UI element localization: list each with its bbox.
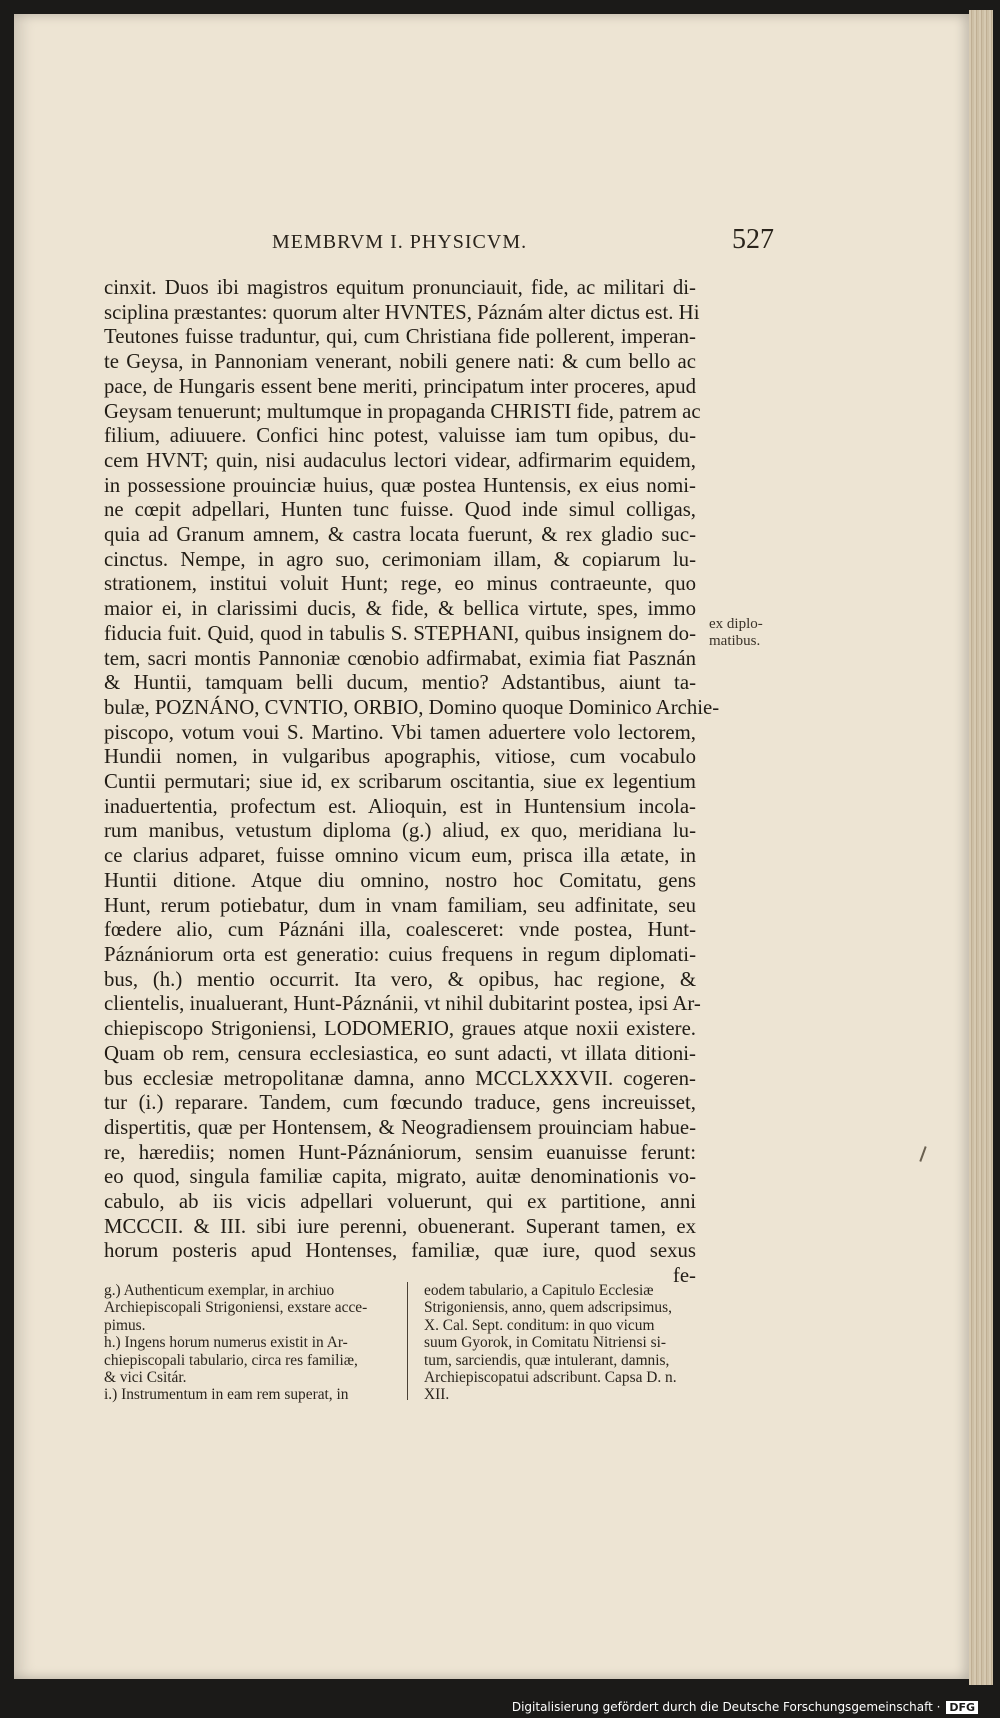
text-line: cinctus. Nempe, in agro suo, cerimoniam illam, & copiarum lu- xyxy=(104,547,696,571)
text-line: & Huntii, tamquam belli ducum, mentio? Adstantibus, aiunt ta- xyxy=(104,671,696,695)
text-line: Páznániorum orta est generatio: cuius frequens in regum diplomati- xyxy=(104,942,696,966)
footnote-line: eodem tabulario, a Capitulo Ecclesiæ xyxy=(424,1282,654,1299)
text-line: chiepiscopo Strigoniensi, LODOMERIO, graues atque noxii existere. xyxy=(104,1017,696,1041)
text-line: tur (i.) reparare. Tandem, cum fœcundo traduce, gens increuisset, xyxy=(104,1091,696,1115)
footnote-line: i.) Instrumentum in eam rem superat, in xyxy=(104,1386,349,1404)
text-line: bus, (h.) mentio occurrit. Ita vero, & opibus, hac regione, & xyxy=(104,967,696,991)
text-line: clientelis, inualuerant, Hunt-Páznánii, vt nihil dubitarint postea, ipsi Ar- xyxy=(104,992,701,1016)
text-line: fœdere alio, cum Páznáni illa, coalesceret: vnde postea, Hunt- xyxy=(104,918,696,942)
text-line: pace, de Hungaris essent bene meriti, principatum inter proceres, apud xyxy=(104,374,696,398)
running-title: MEMBRVM I. PHYSICVM. xyxy=(272,231,528,253)
text-line: strationem, institui voluit Hunt; rege, eo minus contraeunte, quo xyxy=(104,572,696,596)
footnote-line: tum, sarciendis, quæ intulerant, damnis, xyxy=(424,1351,670,1369)
digitization-credit xyxy=(512,1700,978,1714)
footnote-line: g.) Authenticum exemplar, in archiuo xyxy=(104,1282,335,1299)
text-line: ce clarius adparet, fuisse omnino vicum eum, prisca illa ætate, in xyxy=(104,844,696,868)
text-line: cinxit. Duos ibi magistros equitum pronunciauit, fide, ac militari di- xyxy=(104,276,696,299)
main-text-block xyxy=(104,276,720,1289)
footnote-line: & vici Csitár. xyxy=(104,1369,187,1387)
text-line: dispertitis, quæ per Hontensem, & Neogradiensem prouinciam habue- xyxy=(104,1115,696,1139)
text-line: Quam ob rem, censura ecclesiastica, eo sunt adacti, vt illata ditioni- xyxy=(104,1041,696,1065)
text-line: quia ad Granum amnem, & castra locata fuerunt, & rex gladio suc- xyxy=(104,523,696,547)
text-line: bulæ, POZNÁNO, CVNTIO, ORBIO, Domino quoque Dominico Archie- xyxy=(104,695,720,719)
text-line: cabulo, ab iis vicis adpellari voluerunt, qui ex partitione, anni xyxy=(104,1190,696,1214)
text-line: ne cœpit adpellari, Hunten tunc fuisse. Quod inde simul colligas, xyxy=(104,498,696,522)
page-number: 527 xyxy=(732,224,774,255)
dfg-logo: DFG xyxy=(946,1701,978,1714)
footnote-line: XII. xyxy=(424,1386,450,1404)
footnote-line: h.) Ingens horum numerus existit in Ar- xyxy=(104,1334,348,1352)
credit-text: Digitalisierung gefördert durch die Deutsche Forschungsgemeinschaft · xyxy=(511,1700,941,1714)
text-line: Teutones fuisse traduntur, qui, cum Christiana fide pollerent, imperan- xyxy=(104,325,696,349)
footnotes-left-column xyxy=(104,1282,408,1404)
text-line: bus ecclesiæ metropolitanæ damna, anno MCCLXXXVII. cogeren- xyxy=(104,1066,696,1090)
text-line: Hunt, rerum potiebatur, dum in vnam familiam, seu adfinitate, seu xyxy=(104,893,696,917)
footnote-line: suum Gyorok, in Comitatu Nitriensi si- xyxy=(424,1334,666,1352)
footnote-line: Archiepiscopali Strigoniensi, exstare acce- xyxy=(104,1299,368,1317)
text-line: in possessione prouinciæ huius, quæ postea Huntensis, ex eius nomi- xyxy=(104,473,696,497)
text-line: cem HVNT; quin, nisi audaculus lectori videar, adfirmarim equidem, xyxy=(104,448,696,472)
footnote-line: Archiepiscopatui adscribunt. Capsa D. n. xyxy=(424,1369,677,1387)
footnotes-right-column xyxy=(424,1282,709,1404)
marginal-note-line: matibus. xyxy=(709,633,761,649)
footnote-line: pimus. xyxy=(104,1316,146,1334)
text-line: eo quod, singula familiæ capita, migrato, auitæ denominationis vo- xyxy=(104,1165,696,1189)
text-line: horum posteris apud Hontenses, familiæ, quæ iure, quod sexus xyxy=(104,1239,696,1263)
text-line: inaduertentia, profectum est. Alioquin, est in Huntensium incola- xyxy=(104,794,696,818)
text-line: rum manibus, vetustum diploma (g.) aliud, ex quo, meridiana lu- xyxy=(104,819,696,843)
text-line: MCCCII. & III. sibi iure perenni, obuenerant. Superant tamen, ex xyxy=(104,1214,696,1238)
text-line: Hundii nomen, in vulgaribus apographis, vitiose, cum vocabulo xyxy=(104,745,696,769)
book-page xyxy=(14,14,969,1679)
text-line: filium, adiuuere. Confici hinc potest, valuisse iam tum opibus, du- xyxy=(104,424,696,448)
pencil-mark xyxy=(919,1146,926,1162)
text-line: sciplina præstantes: quorum alter HVNTES, Páznám alter dictus est. Hi xyxy=(104,300,700,324)
footnote-line: X. Cal. Sept. conditum: in quo vicum xyxy=(424,1316,655,1334)
text-line: Huntii ditione. Atque diu omnino, nostro hoc Comitatu, gens xyxy=(104,868,696,892)
text-line: te Geysa, in Pannoniam venerant, nobili genere nati: & cum bello ac xyxy=(104,350,696,374)
footnote-line: chiepiscopali tabulario, circa res familiæ, xyxy=(104,1351,358,1369)
text-line: Cuntii permutari; siue id, ex scribarum oscitantia, siue ex legentium xyxy=(104,770,696,794)
text-line: Geysam tenuerunt; multumque in propaganda CHRISTI fide, patrem ac xyxy=(104,399,701,423)
footnote-line: Strigoniensis, anno, quem adscripsimus, xyxy=(424,1299,672,1317)
text-line: re, hærediis; nomen Hunt-Páznániorum, sensim euanuisse ferunt: xyxy=(104,1140,696,1164)
text-line: maior ei, in clarissimi ducis, & fide, & bellica virtute, spes, immo xyxy=(104,597,696,621)
text-line: piscopo, votum voui S. Martino. Vbi tamen aduertere volo lectorem, xyxy=(104,720,696,744)
text-line: tem, sacri montis Pannoniæ cœnobio adfirmabat, eximia fiat Pasznán xyxy=(104,646,696,670)
text-line: fiducia fuit. Quid, quod in tabulis S. STEPHANI, quibus insignem do- xyxy=(104,621,696,645)
catchword: fe- xyxy=(672,1264,696,1288)
page-edges xyxy=(969,10,993,1685)
marginal-note-line: ex diplo- xyxy=(709,616,763,632)
marginal-note xyxy=(709,616,799,650)
